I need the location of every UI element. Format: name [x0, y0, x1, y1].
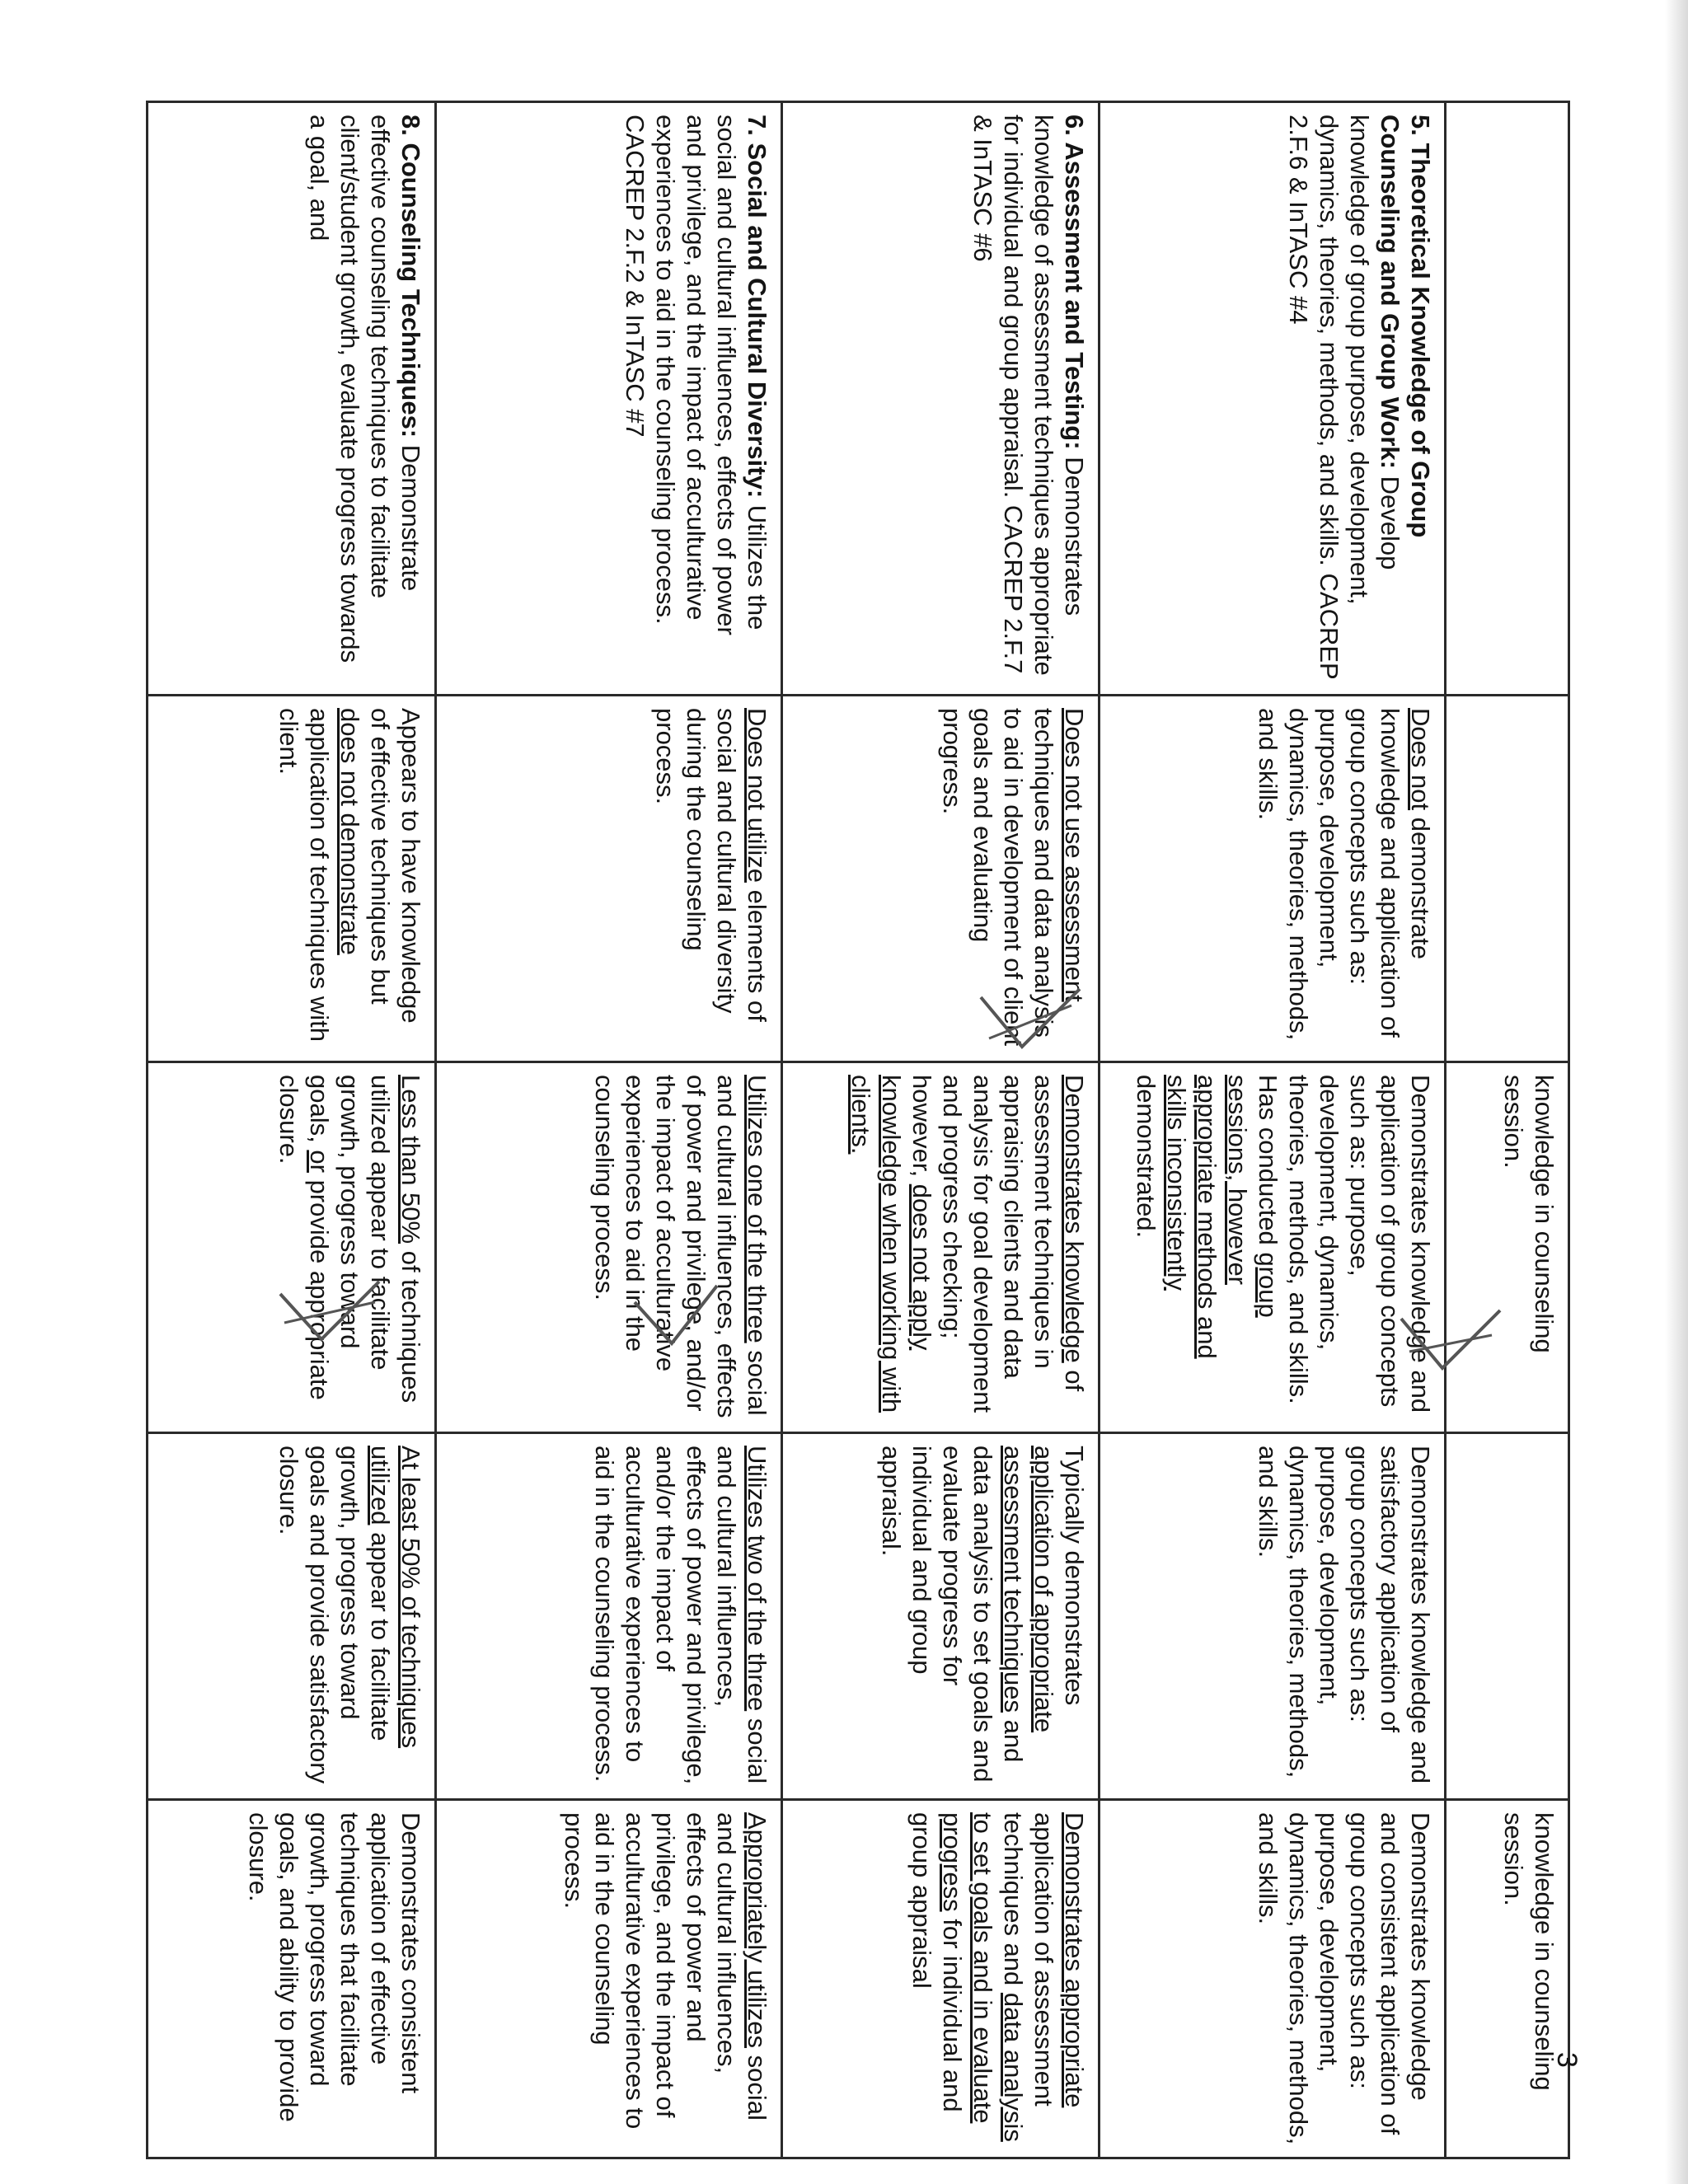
cell-text: Demonstrates knowledge and satisfactory application of group concepts such as: purpose, development, dynamics, theories, methods, and skills. — [1254, 1446, 1435, 1784]
table-row — [148, 102, 436, 2158]
criterion-text: Utilizes the social and cultural influences, effects of power and privilege, and the impact of acculturative experiences to aid in the counseling process. CACREP 2.F.2 & InTASC #7 — [621, 115, 771, 635]
underlined-text: Utilizes two of the three — [743, 1446, 771, 1712]
cell-text: social and cultural influences, effects of power and privilege, and the impact of acculturative experiences to aid in the counseling process. — [560, 1812, 771, 2130]
underlined-text: Utilizes one of the three — [743, 1075, 771, 1343]
cell-text: demonstrated. — [1132, 1075, 1160, 1239]
criterion-title: 6. Assessment and Testing: — [1060, 115, 1089, 450]
level-cell — [148, 1062, 436, 1433]
cell-text: techniques and data analysis to aid in development of client goals and evaluating progress. — [938, 708, 1058, 1047]
criterion-cell — [1446, 102, 1569, 696]
level-cell — [1446, 1800, 1569, 2158]
level-cell — [436, 1062, 782, 1433]
rubric-table — [146, 101, 1570, 2159]
criterion-text: Demonstrate effective counseling techniques to facilitate client/student growth, evaluate progress towards a goal, and — [305, 115, 425, 663]
cell-text: knowledge in counseling session. — [1499, 1812, 1559, 2091]
level-cell — [1100, 1800, 1446, 2158]
level-cell — [782, 1433, 1100, 1800]
level-cell — [148, 1800, 436, 2158]
criterion-cell — [1100, 102, 1446, 696]
underlined-text: data analysis to set goals and in evaluate progress — [938, 1812, 1028, 2142]
cell-text: appear to facilitate growth, progress toward goals and provide satisfactory closure. — [274, 1446, 395, 1784]
level-cell — [1446, 1062, 1569, 1433]
page-number: 3 — [1551, 2052, 1582, 2068]
criterion-cell — [782, 102, 1100, 696]
underlined-text: Demonstrates appropriate — [1060, 1812, 1089, 2108]
level-cell — [436, 1433, 782, 1800]
criterion-text: Demonstrates knowledge of assessment techniques appropriate for individual and group appraisal. CACREP 2.F.7 & InTASC #6 — [968, 115, 1089, 676]
underlined-text: Does not use assessment — [1060, 708, 1089, 1002]
scan-edge — [1665, 0, 1688, 2184]
underlined-text: Does not utilize — [743, 708, 771, 883]
criterion-title: 7. Social and Cultural Diversity: — [743, 115, 771, 499]
table-row — [782, 102, 1100, 2158]
level-cell — [782, 696, 1100, 1062]
level-cell — [782, 1062, 1100, 1433]
cell-text: Demonstrates knowledge and application of group concepts such as: purpose, development, dynamics, theories, methods, and skills. Has conducted — [1254, 1075, 1435, 1413]
level-cell — [436, 696, 782, 1062]
level-cell — [1100, 696, 1446, 1062]
underlined-text: Less than 50% — [396, 1075, 425, 1244]
underlined-text: At least 50% of techniques utilized — [366, 1446, 425, 1749]
table-row — [1446, 102, 1569, 2158]
criterion-cell — [148, 102, 436, 696]
table-row — [1100, 102, 1446, 2158]
level-cell — [148, 1433, 436, 1800]
underlined-text: Demonstrates knowledge — [1060, 1075, 1089, 1363]
underlined-text: application of appropriate assessment techniques — [999, 1446, 1058, 1733]
level-cell — [148, 696, 436, 1062]
underlined-text: Appropriately utilizes — [743, 1812, 771, 2049]
cell-text: Appears to have knowledge of effective techniques but — [366, 708, 425, 1024]
criterion-title: 5. Theoretical Knowledge of Group Counseling and Group Work: — [1376, 115, 1435, 538]
cell-text: social and cultural influences, effects of power and privilege, and/or the impact of acculturative experiences to aid in the counseling process. — [590, 1075, 771, 1418]
cell-text: for individual and group appraisal — [907, 1812, 967, 2112]
level-cell — [1100, 1062, 1446, 1433]
cell-text: of assessment techniques in appraising clients and data analysis for goal development and progress checking; however, — [907, 1075, 1089, 1413]
cell-text: of techniques utilized appear to facilitate growth, progress toward goals, — [305, 1075, 425, 1404]
cell-text: Typically demonstrates — [1060, 1446, 1089, 1706]
level-cell — [1446, 696, 1569, 1062]
underlined-text: does not apply knowledge when working with clients. — [846, 1075, 936, 1413]
cell-text: application of assessment techniques and — [999, 1812, 1058, 2107]
cell-text: knowledge in counseling session. — [1499, 1075, 1559, 1353]
cell-text: demonstrate knowledge and application of group concepts such as: purpose, development, dynamics, theories, methods, and skills. — [1254, 708, 1435, 1041]
criterion-title: 8. Counseling Techniques: — [396, 115, 425, 438]
underlined-text: or — [305, 1150, 334, 1173]
cell-text: Demonstrates knowledge and consistent application of group concepts such as: purpose, development, dynamics, theories, methods, and skills. — [1254, 1812, 1435, 2145]
cell-text: application of techniques with client. — [274, 708, 334, 1042]
cell-text: provide appropriate closure. — [274, 1075, 334, 1400]
underlined-text: does not demonstrate — [335, 708, 364, 955]
rotated-page-content — [148, 101, 1570, 2157]
underlined-text: group sessions, however appropriate methods and skills inconsistently — [1162, 1075, 1282, 1359]
table-row — [436, 102, 782, 2158]
cell-text: Demonstrates consistent application of effective techniques that facilitate growth, progress toward goals, and ability to provide closure. — [244, 1812, 425, 2122]
level-cell — [436, 1800, 782, 2158]
level-cell — [782, 1800, 1100, 2158]
level-cell — [1446, 1433, 1569, 1800]
cell-text: elements of social and cultural diversity during the counseling process. — [651, 708, 771, 1022]
criterion-cell — [436, 102, 782, 696]
underlined-text: Does not — [1406, 708, 1435, 811]
level-cell — [1100, 1433, 1446, 1800]
cell-text: social and cultural influences, effects of power and privilege, and/or the impact of acculturative experiences to aid in the counseling process. — [590, 1446, 771, 1785]
cell-text: and data analysis to set goals and evaluate progress for individual and group appraisal. — [877, 1446, 1028, 1783]
criterion-text: Develop knowledge of group purpose, development, dynamics, theories, methods, and skills. CACREP 2.F.6 & InTASC #4 — [1284, 115, 1404, 680]
